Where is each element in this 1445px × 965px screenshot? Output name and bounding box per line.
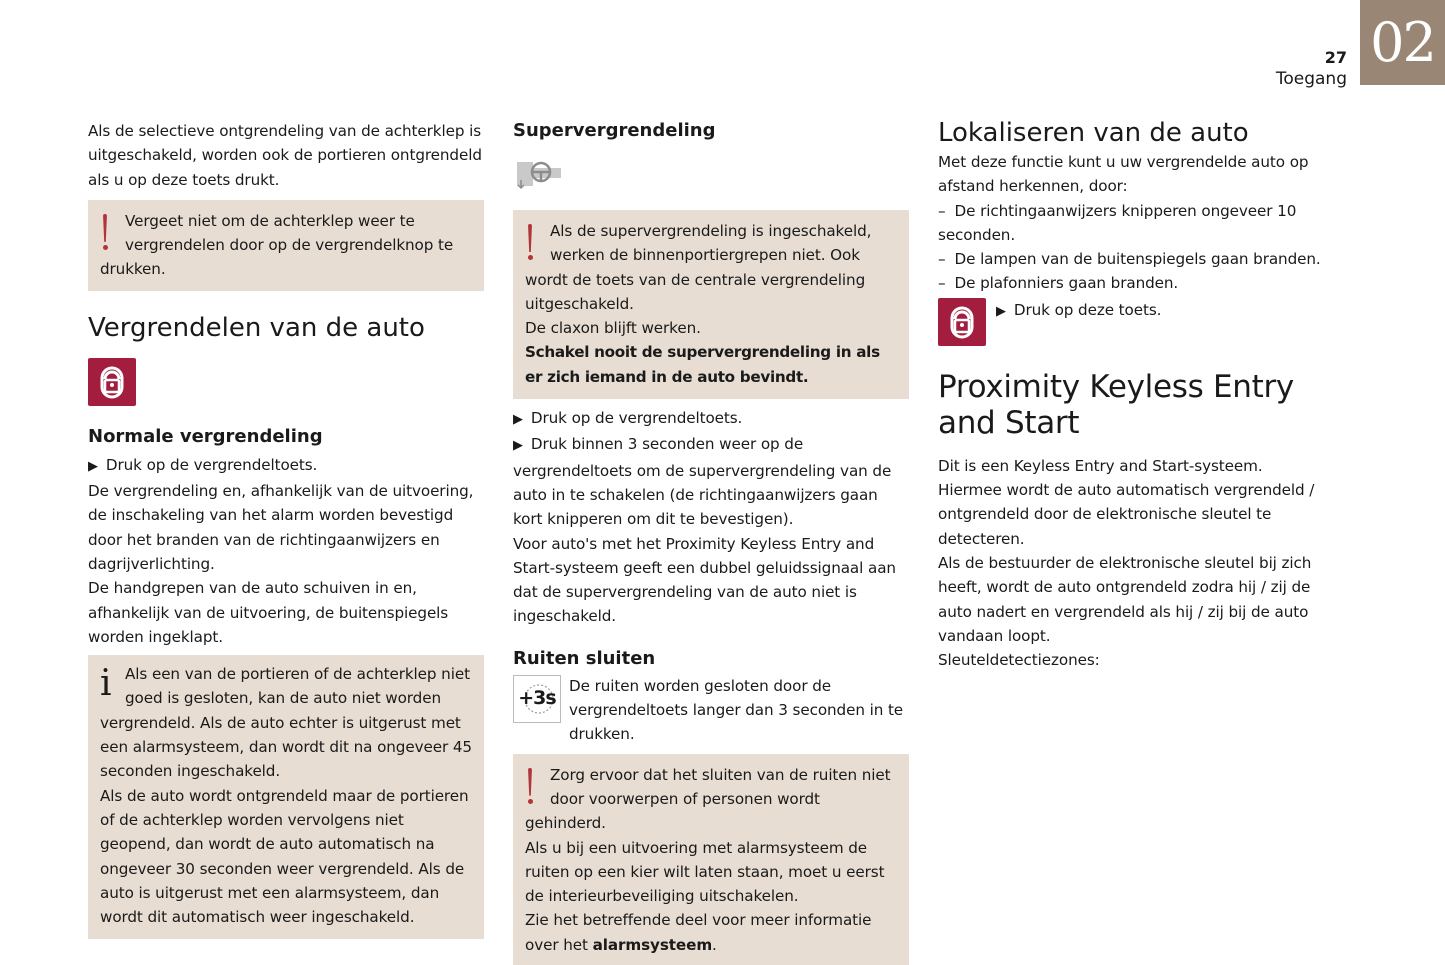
warning-box (513, 210, 909, 399)
exclamation-icon (100, 209, 125, 255)
paragraph: Voor auto's met het Proximity Keyless Entry and Start-systeem geeft een dubbel geluidssignaal aan dat de supervergrendeling van de auto niet is ingeschakeld. (513, 534, 896, 626)
step-press-again (513, 432, 909, 531)
step-text: Druk binnen 3 seconden weer op de vergrendeltoets om de supervergrendeling van de auto in te schakelen (de richtingaanwijzers gaan kort knipperen om dit te bevestigen). (513, 435, 892, 529)
column-2 (513, 118, 909, 965)
warning-text: Als de supervergrendeling is ingeschakeld, werken de binnenportiergrepen niet. Ook wordt de toets van de centrale vergrendeling uitgeschakeld. (525, 222, 872, 313)
paragraph: De vergrendeling en, afhankelijk van de uitvoering, de inschakeling van het alarm worden bevestigd door het branden van de richtingaanwijzers en dagrijverlichting. (88, 482, 474, 573)
press-row (938, 298, 1338, 346)
timer-label: +3s (518, 686, 556, 709)
paragraph: Sleuteldetectiezones: (938, 651, 1100, 670)
info-box (88, 655, 484, 939)
steering-wheel-icon (513, 156, 563, 192)
plus-3-seconds-icon (513, 675, 561, 723)
bullet-item: – De lampen van de buitenspiegels gaan branden. (938, 250, 1321, 269)
column-3 (938, 118, 1338, 672)
warning-text: Vergeet niet om de achterklep weer te vergrendelen door op de vergrendelknop te drukken. (100, 211, 454, 279)
warning-text-part: Zie het betreffende deel voor meer informatie over het (525, 911, 872, 954)
step-press-lock (513, 406, 909, 432)
subheading-windows: Ruiten sluiten (513, 647, 656, 669)
info-icon: i (100, 663, 112, 705)
warning-text-end: . (712, 935, 717, 954)
step-press-button (996, 298, 1161, 324)
paragraph: Dit is een Keyless Entry and Start-systeem. (938, 456, 1263, 475)
warning-text: Als u bij een uitvoering met alarmsysteem de ruiten op een kier wilt laten staan, moet u eerst de interieurbeveiliging uitschakelen. (525, 838, 885, 906)
page-number: 27 (1324, 48, 1347, 67)
bullet-text: De plafonniers gaan branden. (954, 274, 1179, 293)
subheading-normal-lock: Normale vergrendeling (88, 425, 323, 447)
bullet-item: – De plafonniers gaan branden. (938, 274, 1179, 293)
warning-text-bold: Schakel nooit de supervergrendeling in als er zich iemand in de auto bevindt. (525, 343, 880, 386)
windows-text: De ruiten worden gesloten door de vergrendeltoets langer dan 3 seconden in te drukken. (569, 676, 904, 744)
bullet-text: De richtingaanwijzers knipperen ongeveer 10 seconden. (938, 201, 1297, 244)
section-heading-keyless: Proximity Keyless Entry and Start (938, 368, 1294, 441)
arrow-icon: ▶ (996, 303, 1006, 319)
info-text: Als de auto wordt ontgrendeld maar de portieren of de achterklep worden vervolgens niet geopend, dan wordt de auto automatisch na ongeveer 30 seconden weer vergrendeld. Als de auto is uitgerust met een alarmsysteem, dan wordt dit automatisch weer ingeschakeld. (100, 786, 469, 927)
info-text: Als een van de portieren of de achterklep niet goed is gesloten, kan de auto niet worden vergrendeld. Als de auto echter is uitgerust met een alarmsysteem, dan wordt dit na ongeveer 45 seconden ingeschakeld. (100, 665, 472, 781)
subheading-superlock: Supervergrendeling (513, 120, 716, 141)
step-press-lock (88, 453, 484, 479)
chapter-tab: 02 (1360, 0, 1445, 85)
paragraph: Hiermee wordt de auto automatisch vergrendeld / ontgrendeld door de elektronische sleutel te detecteren. (938, 481, 1315, 548)
arrow-icon: ▶ (513, 438, 523, 454)
bullet-item: – De richtingaanwijzers knipperen ongeveer 10 seconden. (938, 201, 1297, 244)
windows-row (513, 674, 909, 747)
warning-text (525, 908, 897, 957)
arrow-icon: ▶ (88, 458, 98, 474)
step-text: Druk op de vergrendeltoets. (105, 455, 318, 474)
warning-text: De claxon blijft werken. (525, 319, 701, 338)
exclamation-icon (525, 763, 550, 809)
paragraph: Met deze functie kunt u uw vergrendelde auto op afstand herkennen, door: (938, 153, 1309, 196)
section-heading-locate: Lokaliseren van de auto (938, 118, 1249, 148)
warning-text: Zorg ervoor dat het sluiten van de ruiten niet door voorwerpen of personen wordt gehinderd. (525, 765, 891, 833)
paragraph: Als de bestuurder de elektronische sleutel bij zich heeft, wordt de auto ontgrendeld zodra hij / zij de auto nadert en vergrendeld als hij / zij bij de auto vandaan loopt. (938, 553, 1312, 645)
exclamation-icon (525, 219, 550, 265)
column-1 (88, 118, 484, 939)
paragraph: De handgrepen van de auto schuiven in en, afhankelijk van de uitvoering, de buitenspiegels worden ingeklapt. (88, 579, 449, 646)
warning-box (513, 754, 909, 965)
page-header (1276, 48, 1347, 90)
padlock-button-icon (88, 358, 136, 406)
step-text: Druk op de vergrendeltoets. (530, 409, 743, 428)
arrow-icon: ▶ (513, 412, 523, 428)
bullet-text: De lampen van de buitenspiegels gaan branden. (954, 250, 1321, 269)
padlock-button-icon (938, 298, 986, 346)
warning-box (88, 200, 484, 291)
section-heading-lock: Vergrendelen van de auto (88, 312, 425, 343)
section-title: Toegang (1275, 69, 1347, 89)
alarm-system-link: alarmsysteem (592, 935, 713, 954)
step-text: Druk op deze toets. (1013, 300, 1162, 319)
intro-text: Als de selectieve ontgrendeling van de achterklep is uitgeschakeld, worden ook de portieren ontgrendeld als u op deze toets drukt. (88, 122, 482, 189)
